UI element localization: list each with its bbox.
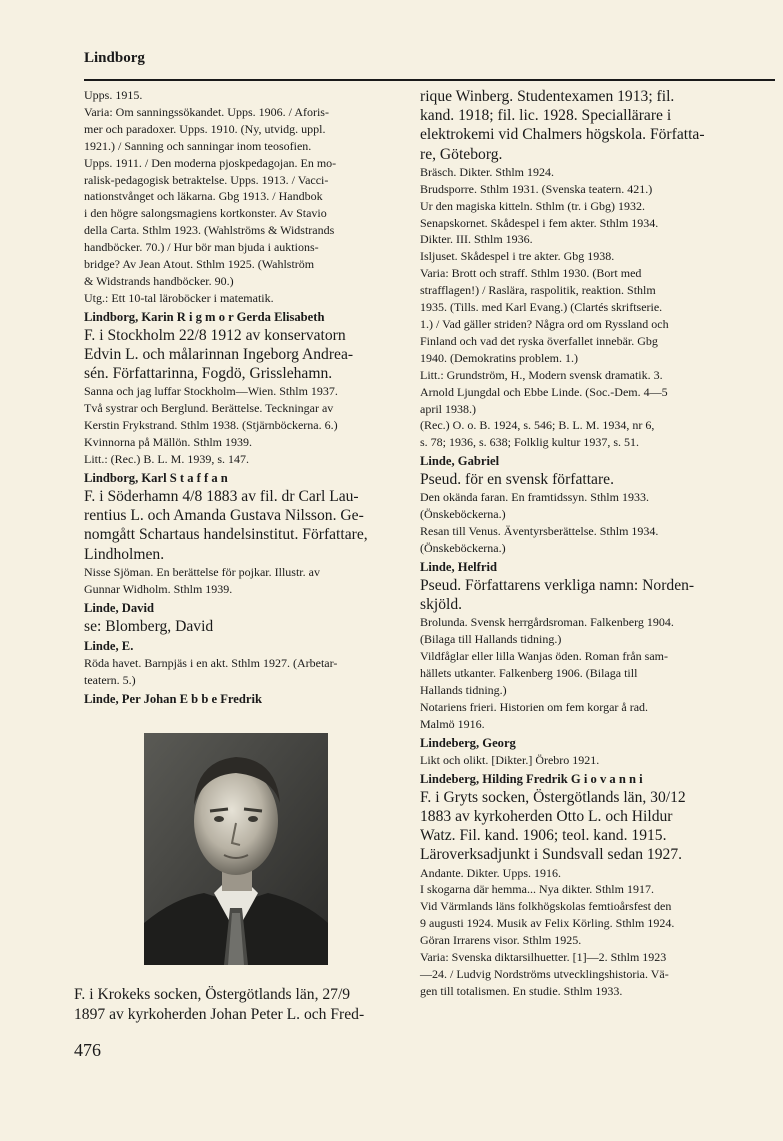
text-line: 1935. (Tills. med Karl Evang.) (Clartés skriftserie. — [420, 300, 663, 315]
caption-line: F. i Krokeks socken, Östergötlands län, 27/9 — [74, 986, 351, 1003]
text-line: Pseud. för en svensk författare. — [420, 471, 614, 489]
entry-heading: Lindeberg, Hilding Fredrik G i o v a n n i — [420, 771, 643, 786]
text-line: Röda havet. Barnpjäs i en akt. Sthlm 1927. (Arbetar- — [84, 655, 338, 670]
entry-heading: Lindborg, Karl S t a f f a n — [84, 470, 228, 485]
text-line: F. i Gryts socken, Östergötlands län, 30/12 — [420, 788, 686, 806]
entry-heading: Linde, Per Johan E b b e Fredrik — [84, 691, 262, 706]
text-line: i den högre salongsmagiens kortkonster. Av Stavio — [84, 206, 327, 221]
text-line: Resan till Venus. Äventyrsberättelse. Sthlm 1934. — [420, 524, 659, 539]
text-line: (Önskeböckerna.) — [420, 541, 506, 556]
text-line: Malmö 1916. — [420, 716, 485, 731]
text-line: hällets utkanter. Falkenberg 1906. (Bilaga till — [420, 666, 638, 681]
text-line: (Önskeböckerna.) — [420, 507, 506, 522]
text-line: Notariens frieri. Historien om fem korgar å rad. — [420, 699, 649, 714]
text-line: Litt.: (Rec.) B. L. M. 1939, s. 147. — [84, 452, 249, 467]
text-line: Kerstin Frykstrand. Sthlm 1938. (Stjärnböckerna. 6.) — [84, 418, 338, 433]
text-line: Arnold Ljungdal och Ebbe Linde. (Soc.-Dem. 4—5 — [420, 384, 668, 399]
caption-line: 1897 av kyrkoherden Johan Peter L. och Fred- — [74, 1006, 365, 1023]
text-line: re, Göteborg. — [420, 145, 503, 163]
author-portrait-photo — [144, 733, 328, 965]
text-line: Varia: Brott och straff. Sthlm 1930. (Bort med — [420, 266, 642, 281]
text-line: s. 78; 1936, s. 638; Folklig kultur 1937, s. 51. — [420, 435, 640, 450]
text-line: 1940. (Demokratins problem. 1.) — [420, 350, 578, 365]
text-line: Pseud. Författarens verkliga namn: Norden- — [420, 577, 695, 595]
text-line: rentius L. och Amanda Gustava Nilsson. Ge- — [84, 507, 364, 525]
text-line: bridge? Av Jean Atout. Sthlm 1925. (Wahlström — [84, 257, 315, 272]
text-line: nationstvånget och läkarna. Gbg 1913. / Handbok — [84, 189, 323, 204]
text-line: Varia: Om sanningssökandet. Upps. 1906. / Aforis- — [84, 104, 329, 119]
text-line: F. i Söderhamn 4/8 1883 av fil. dr Carl Lau- — [84, 487, 359, 505]
text-line: Likt och olikt. [Dikter.] Örebro 1921. — [420, 752, 600, 767]
text-line: Dikter. III. Sthlm 1936. — [420, 232, 533, 247]
text-line: Sanna och jag luffar Stockholm—Wien. Sthlm 1937. — [84, 384, 338, 399]
text-line: 1.) / Vad gäller striden? Några ord om Ryssland och — [420, 316, 669, 331]
entry-heading: Linde, David — [84, 600, 154, 615]
text-line: (Bilaga till Hallands tidning.) — [420, 632, 562, 647]
text-line: Den okända faran. En framtidssyn. Sthlm 1933. — [420, 490, 649, 505]
running-header: Lindborg — [84, 50, 145, 66]
text-line: Lindholmen. — [84, 545, 165, 563]
text-line: Upps. 1915. — [84, 88, 143, 102]
entry-heading: Linde, E. — [84, 638, 134, 653]
text-line: skjöld. — [420, 596, 463, 614]
text-line: I skogarna där hemma... Nya dikter. Sthlm 1917. — [420, 882, 654, 897]
text-line: april 1938.) — [420, 401, 476, 416]
text-line: Gunnar Widholm. Sthlm 1939. — [84, 581, 233, 596]
entry-heading: Lindeberg, Georg — [420, 735, 516, 750]
text-line: Två systrar och Berglund. Berättelse. Teckningar av — [84, 401, 334, 416]
text-line: Upps. 1911. / Den moderna pjoskpedagojan. En mo- — [84, 155, 337, 170]
text-line: 1883 av kyrkoherden Otto L. och Hildur — [420, 807, 673, 825]
text-line: Utg.: Ett 10-tal läroböcker i matematik. — [84, 290, 274, 305]
text-line: Edvin L. och målarinnan Ingeborg Andrea- — [84, 345, 354, 363]
text-line: sén. Författarinna, Fogdö, Grisslehamn. — [84, 365, 333, 383]
text-line: teatern. 5.) — [84, 672, 136, 687]
text-line: se: Blomberg, David — [84, 617, 214, 635]
text-line: Brudsporre. Sthlm 1931. (Svenska teatern. 421.) — [420, 181, 653, 196]
entry-heading: Linde, Helfrid — [420, 560, 497, 575]
text-line: Kvinnorna på Mällön. Sthlm 1939. — [84, 435, 252, 450]
text-line: mer och paradoxer. Upps. 1910. (Ny, utvidg. uppl. — [84, 121, 326, 136]
text-line: 1921.) / Sanning och sanningar inom teosofien. — [84, 138, 312, 153]
text-line: & Widstrands handböcker. 90.) — [84, 273, 234, 288]
text-line: Litt.: Grundström, H., Modern svensk dramatik. 3. — [420, 367, 663, 382]
text-line: handböcker. 70.) / Hur bör man bjuda i auktions- — [84, 240, 319, 255]
text-line: Hallands tidning.) — [420, 683, 507, 698]
page-number: 476 — [74, 1040, 101, 1060]
entry-heading: Lindborg, Karin R i g m o r Gerda Elisabeth — [84, 309, 325, 324]
text-line: Göran Irrarens visor. Sthlm 1925. — [420, 933, 582, 948]
right-column — [420, 87, 750, 1000]
text-line: Ur den magiska kitteln. Sthlm (tr. i Gbg) 1932. — [420, 198, 645, 213]
header-rule — [84, 79, 775, 81]
text-line: Vildfåglar eller lilla Wanjas öden. Roman från sam- — [420, 649, 669, 664]
text-line: F. i Stockholm 22/8 1912 av konservatorn — [84, 326, 346, 344]
text-line: Brolunda. Svensk herrgårdsroman. Falkenberg 1904. — [420, 615, 674, 630]
text-line: Watz. Fil. kand. 1906; teol. kand. 1915. — [420, 827, 667, 845]
text-line: Läroverksadjunkt i Sundsvall sedan 1927. — [420, 846, 683, 864]
text-line: —24. / Ludvig Nordströms utvecklingshistoria. Vä- — [420, 966, 669, 981]
text-line: elektrokemi vid Chalmers högskola. Författa- — [420, 126, 705, 144]
portrait-caption — [74, 985, 394, 1025]
text-line: Vid Värmlands läns folkhögskolas femtioårsfest den — [420, 899, 672, 914]
text-line: 9 augusti 1924. Musik av Felix Körling. Sthlm 1924. — [420, 916, 675, 931]
text-line: Isljuset. Skådespel i tre akter. Gbg 1938. — [420, 249, 615, 264]
text-line: strafflagen!) / Raslära, raspolitik, reaktion. Sthlm — [420, 283, 656, 298]
text-line: Finland och vad det ryska överfallet innebär. Gbg — [420, 333, 658, 348]
text-line: (Rec.) O. o. B. 1924, s. 546; B. L. M. 1934, nr 6, — [420, 418, 655, 433]
text-line: kand. 1918; fil. lic. 1928. Speciallärare i — [420, 107, 672, 125]
entry-heading: Linde, Gabriel — [420, 454, 500, 469]
text-line: ralisk-pedagogisk betraktelse. Upps. 1913. / Vacci- — [84, 172, 329, 187]
text-line: Bräsch. Dikter. Sthlm 1924. — [420, 164, 554, 179]
text-line: Varia: Svenska diktarsilhuetter. [1]—2. Sthlm 1923 — [420, 950, 667, 965]
text-line: Senapskornet. Skådespel i fem akter. Sthlm 1934. — [420, 215, 659, 230]
left-column — [84, 87, 374, 708]
text-line: Andante. Dikter. Upps. 1916. — [420, 865, 561, 880]
text-line: nomgått Schartaus handelsinstitut. Författare, — [84, 526, 368, 544]
text-line: Nisse Sjöman. En berättelse för pojkar. Illustr. av — [84, 564, 320, 579]
text-line: della Carta. Sthlm 1923. (Wahlströms & Widstrands — [84, 223, 335, 238]
text-line: rique Winberg. Studentexamen 1913; fil. — [420, 88, 675, 105]
text-line: gen till totalismen. En studie. Sthlm 1933. — [420, 983, 623, 998]
